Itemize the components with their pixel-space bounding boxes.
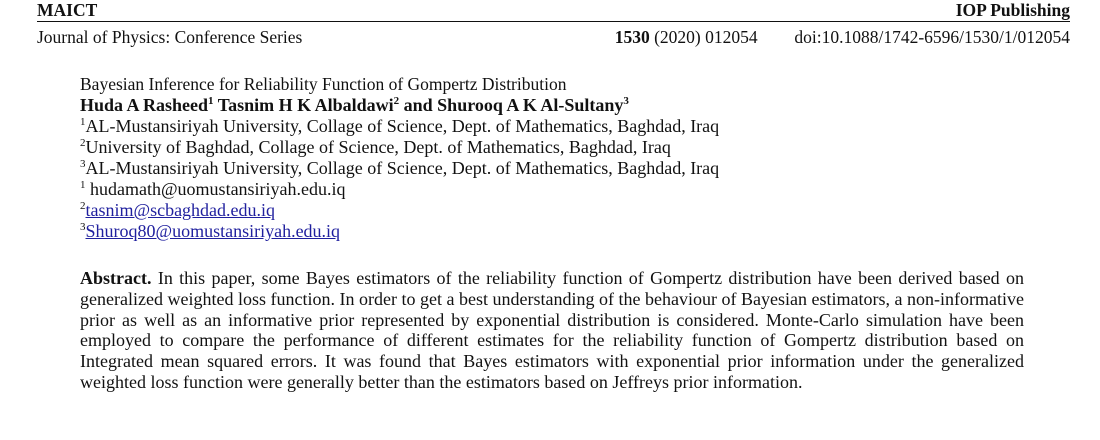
year-article-number: (2020) 012054 <box>654 27 758 47</box>
paper-title: Bayesian Inference for Reliability Function of Gompertz Distribution <box>80 74 567 94</box>
affiliation-2 <box>80 137 719 158</box>
email-2 <box>80 200 719 221</box>
doi-link[interactable]: doi:10.1088/1742-6596/1530/1/012054 <box>794 27 1070 47</box>
affiliation-text: AL-Mustansiriyah University, Collage of Science, Dept. of Mathematics, Baghdad, Iraq <box>85 158 720 178</box>
journal-name: Journal of Physics: Conference Series <box>37 27 303 47</box>
email-link[interactable]: tasnim@scbaghdad.edu.iq <box>85 200 276 220</box>
email-text[interactable]: hudamath@uomustansiriyah.edu.iq <box>90 179 346 199</box>
email-3 <box>80 221 719 242</box>
email-mark: 1 <box>80 178 86 191</box>
affiliation-mark: 3 <box>80 157 86 170</box>
publication-info <box>615 27 1070 47</box>
author-name: Shurooq A K Al-Sultany <box>437 95 624 115</box>
email-mark: 3 <box>80 220 86 233</box>
author-mark: 1 <box>208 94 214 107</box>
author-separator: and <box>399 95 438 115</box>
author-mark: 2 <box>393 94 400 107</box>
header-rule <box>37 21 1070 22</box>
email-1 <box>80 179 719 200</box>
running-header <box>37 0 1070 20</box>
author-mark: 3 <box>623 94 629 107</box>
author-name: Tasnim H K Albaldawi <box>217 95 394 115</box>
author-list <box>80 95 719 116</box>
email-mark: 2 <box>80 199 86 212</box>
publisher-name: IOP Publishing <box>955 0 1070 20</box>
affiliation-text: University of Baghdad, Collage of Science, Dept. of Mathematics, Baghdad, Iraq <box>85 137 671 157</box>
affiliation-mark: 2 <box>80 136 86 149</box>
affiliation-text: AL-Mustansiriyah University, Collage of Science, Dept. of Mathematics, Baghdad, Iraq <box>85 116 720 136</box>
affiliation-1 <box>80 116 719 137</box>
volume-number: 1530 <box>614 27 650 47</box>
email-link[interactable]: Shuroq80@uomustansiriyah.edu.iq <box>85 221 341 241</box>
abstract <box>80 268 1024 393</box>
front-matter <box>80 74 719 242</box>
abstract-text: In this paper, some Bayes estimators of the reliability function of Gompertz distribution have been derived based on generalized weighted loss function. In order to get a best understanding of the behaviour of Bayesian estimators, a non-informative prior as well as an informative prior represented by exponential distribution is considered. Monte-Carlo simulation have been employed to compare the performance of different estimates for the reliability function of Gompertz distribution based on Integrated mean squared errors. It was found that Bayes estimators with exponential prior information under the generalized weighted loss function were generally better than the estimators based on Jeffreys prior information. <box>80 268 1025 392</box>
author-name: Huda A Rasheed <box>80 95 209 115</box>
journal-info-row <box>37 27 1070 47</box>
conference-name: MAICT <box>37 0 98 20</box>
abstract-label: Abstract. <box>80 268 152 288</box>
affiliation-mark: 1 <box>80 115 86 128</box>
affiliation-3 <box>80 158 719 179</box>
